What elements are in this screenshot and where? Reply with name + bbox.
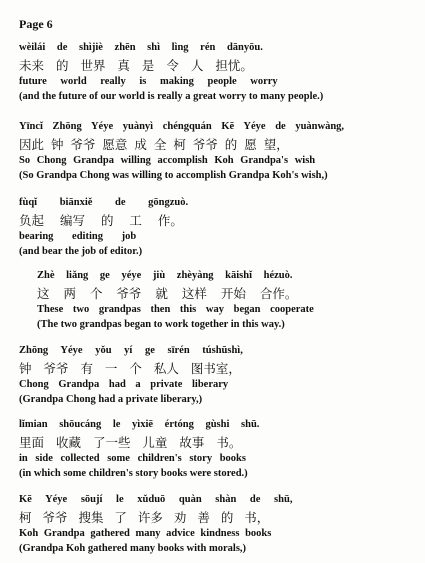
translation-line: (and the future of our world is really a great worry to many people.) bbox=[19, 91, 324, 102]
gloss-line: bearing editing job bbox=[19, 231, 137, 242]
page-number: Page 6 bbox=[19, 17, 53, 31]
translation-line: (So Grandpa Chong was willing to accomplish Grandpa Koh's wish,) bbox=[19, 170, 328, 181]
translation-line: (Grandpa Chong had a private liberary,) bbox=[19, 394, 203, 405]
gloss-line: future world really is making people worry bbox=[19, 76, 278, 87]
pinyin-line: fùqǐ biānxiě de gōngzuò. bbox=[19, 197, 189, 208]
translation-line: (and bear the job of editor.) bbox=[19, 246, 143, 257]
pinyin-line: Zhōng Yéye yǒu yí ge sīrén túshūshì, bbox=[19, 345, 243, 356]
chinese-line: 这 两 个 爷爷 就 这样 开始 合作。 bbox=[37, 286, 298, 301]
pinyin-line: wèilái de shìjiè zhēn shì lìng rén dānyōu. bbox=[19, 42, 263, 53]
chinese-line: 因此 钟 爷爷 愿意 成 全 柯 爷爷 的 愿 望， bbox=[19, 137, 289, 152]
gloss-line: So Chong Grandpa willing accomplish Koh Grandpa's wish bbox=[19, 155, 316, 166]
chinese-line: 钟 爷爷 有 一 个 私人 图书室， bbox=[19, 361, 241, 376]
translation-line: (The two grandpas began to work together in this way.) bbox=[37, 319, 285, 330]
translation-line: (in which some children's story books were stored.) bbox=[19, 468, 248, 479]
pinyin-line: Zhè liǎng ge yéye jiù zhèyàng kāishǐ hézuò. bbox=[37, 270, 293, 281]
chinese-line: 负起 编写 的 工 作。 bbox=[19, 213, 183, 228]
pinyin-line: Kē Yéye sōují le xǔduō quàn shàn de shū, bbox=[19, 494, 293, 505]
gloss-line: Koh Grandpa gathered many advice kindness books bbox=[19, 528, 272, 539]
translation-line: (Grandpa Koh gathered many books with morals,) bbox=[19, 543, 247, 554]
gloss-line: in side collected some children's story books bbox=[19, 453, 246, 464]
pinyin-line: Yīncǐ Zhōng Yéye yuànyì chéngquán Kē Yéye de yuànwàng, bbox=[19, 121, 345, 132]
chinese-line: 柯 爷爷 搜集 了 许多 劝 善 的 书， bbox=[19, 510, 270, 525]
gloss-line: These two grandpas then this way began cooperate bbox=[37, 304, 314, 315]
chinese-line: 未来 的 世界 真 是 令 人 担忧。 bbox=[19, 58, 253, 73]
pinyin-line: lǐmian shōucáng le yìxiē értóng gùshi shū. bbox=[19, 419, 260, 430]
chinese-line: 里面 收藏 了一些 儿童 故事 书。 bbox=[19, 435, 242, 450]
gloss-line: Chong Grandpa had a private liberary bbox=[19, 379, 229, 390]
